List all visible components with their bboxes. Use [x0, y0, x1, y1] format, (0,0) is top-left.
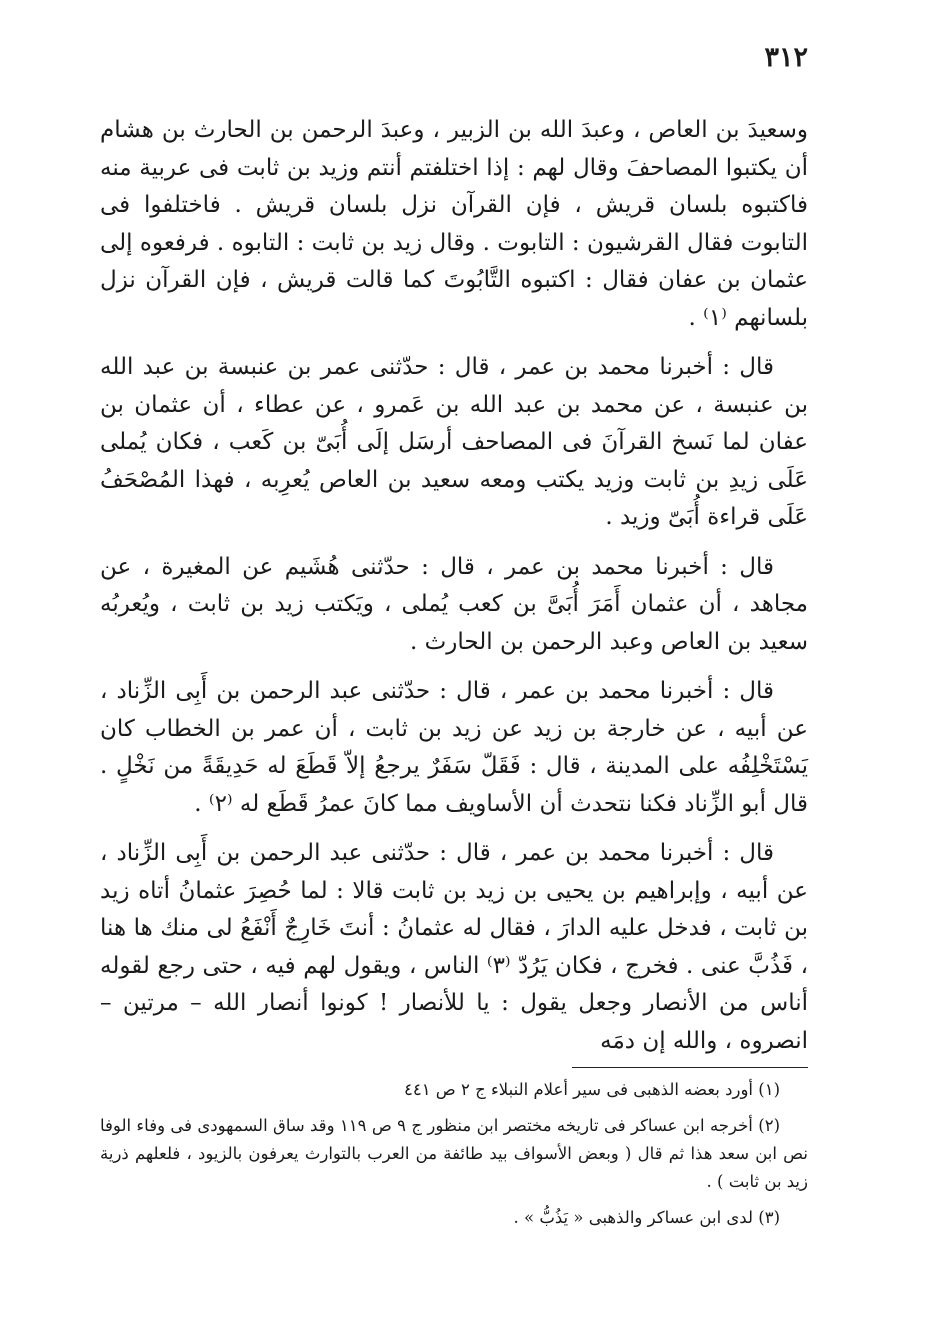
paragraph-1: وسعيدَ بن العاص ، وعبدَ الله بن الزبير ، وعبدَ الرحمن بن الحارث بن هشام أن يكتبوا المصاحفَ وقال لهم : إذا اختلفتم أنتم وزيد بن ثابت فى عربية منه فاكتبوه بلسان قريش ، فإن القرآن نزل بلسان قريش . فاختلفوا فى التابوت فقال القرشيون : التابوت . وقال زيد بن ثابت : التابوه . فرفعوه إلى عثمان بن عفان فقال : اكتبوه التَّابُوتَ كما قالت قريش ، فإن القرآن نزل بلسانهم ⁽١⁾ . [100, 117, 808, 331]
footnotes [100, 1076, 808, 1240]
paragraph-5: قال : أخبرنا محمد بن عمر ، قال : حدّثنى عبد الرحمن بن أَبِى الزِّناد ، عن أبيه ، وإبراهيم بن يحيى بن زيد بن ثابت قالا : لما حُصِرَ عثمانُ أتاه زيد بن ثابت ، فدخل عليه الدارَ ، فقال له عثمانُ : أنتَ خَارِجٌ أَنْفَعُ لى منك ها هنا ، فَذُبَّ عنى . فخرج ، فكان يَرُدّ ⁽٣⁾ الناس ، ويقول لهم فيه ، حتى رجع لقوله أناس من الأنصار وجعل يقول : يا للأنصار ! كونوا أنصار الله – مرتين – انصروه ، والله إن دمَه [100, 840, 808, 1054]
footnote-2: (٢) أخرجه ابن عساكر فى تاريخه مختصر ابن منظور ج ٩ ص ١١٩ وقد ساق السمهودى فى وفاء الوفا نص ابن سعد هذا ثم قال ( وبعض الأسواف بيد طائفة من العرب بالتوارث يعرفون بالزيود ، فلعلهم ذرية زيد بن ثابت ) . [100, 1116, 808, 1191]
footnote-divider [572, 1067, 808, 1068]
paragraph-4: قال : أخبرنا محمد بن عمر ، قال : حدّثنى عبد الرحمن بن أَبِى الزِّناد ، عن أبيه ، عن خارجة بن زيد عن زيد بن ثابت ، أن عمر بن الخطاب كان يَسْتَخْلِفُه على المدينة ، قال : فَقَلّ سَفَرٌ يرجعُ إلاّ قَطَعَ له حَدِيقَةً من نَخْلٍ . قال أبو الزِّناد فكنا نتحدث أن الأساويف مما كانَ عمرُ قَطَع له ⁽٢⁾ . [100, 678, 808, 817]
main-text [100, 112, 808, 1072]
footnote-3: (٣) لدى ابن عساكر والذهبى « يَذُبُّ » . [513, 1208, 780, 1227]
paragraph-3: قال : أخبرنا محمد بن عمر ، قال : حدّثنى هُشَيم عن المغيرة ، عن مجاهد ، أن عثمان أَمَرَ أُبَىَّ بن كعب يُملى ، ويَكتب زيد بن ثابت ، ويُعربُه سعيد بن العاص وعبد الرحمن بن الحارث . [100, 553, 808, 655]
footnote-1: (١) أورد بعضه الذهبى فى سير أعلام النبلاء ج ٢ ص ٤٤١ [403, 1080, 780, 1099]
page-number: ٣١٢ [764, 42, 808, 73]
paragraph-2: قال : أخبرنا محمد بن عمر ، قال : حدّثنى عمر بن عنبسة بن عبد الله بن عنبسة ، عن محمد بن عبد الله بن عَمرو ، عن عطاء ، أن عثمان بن عفان لما نَسخ القرآنَ فى المصاحف أرسَل إلَى أُبَىّ بن كَعب ، فكان يُملى عَلَى زيدِ بن ثابت وزيد يكتب ومعه سعيد بن العاص يُعرِبه ، فهذا المُصْحَفُ عَلَى قراءة أُبَىّ وزيد . [100, 354, 808, 530]
